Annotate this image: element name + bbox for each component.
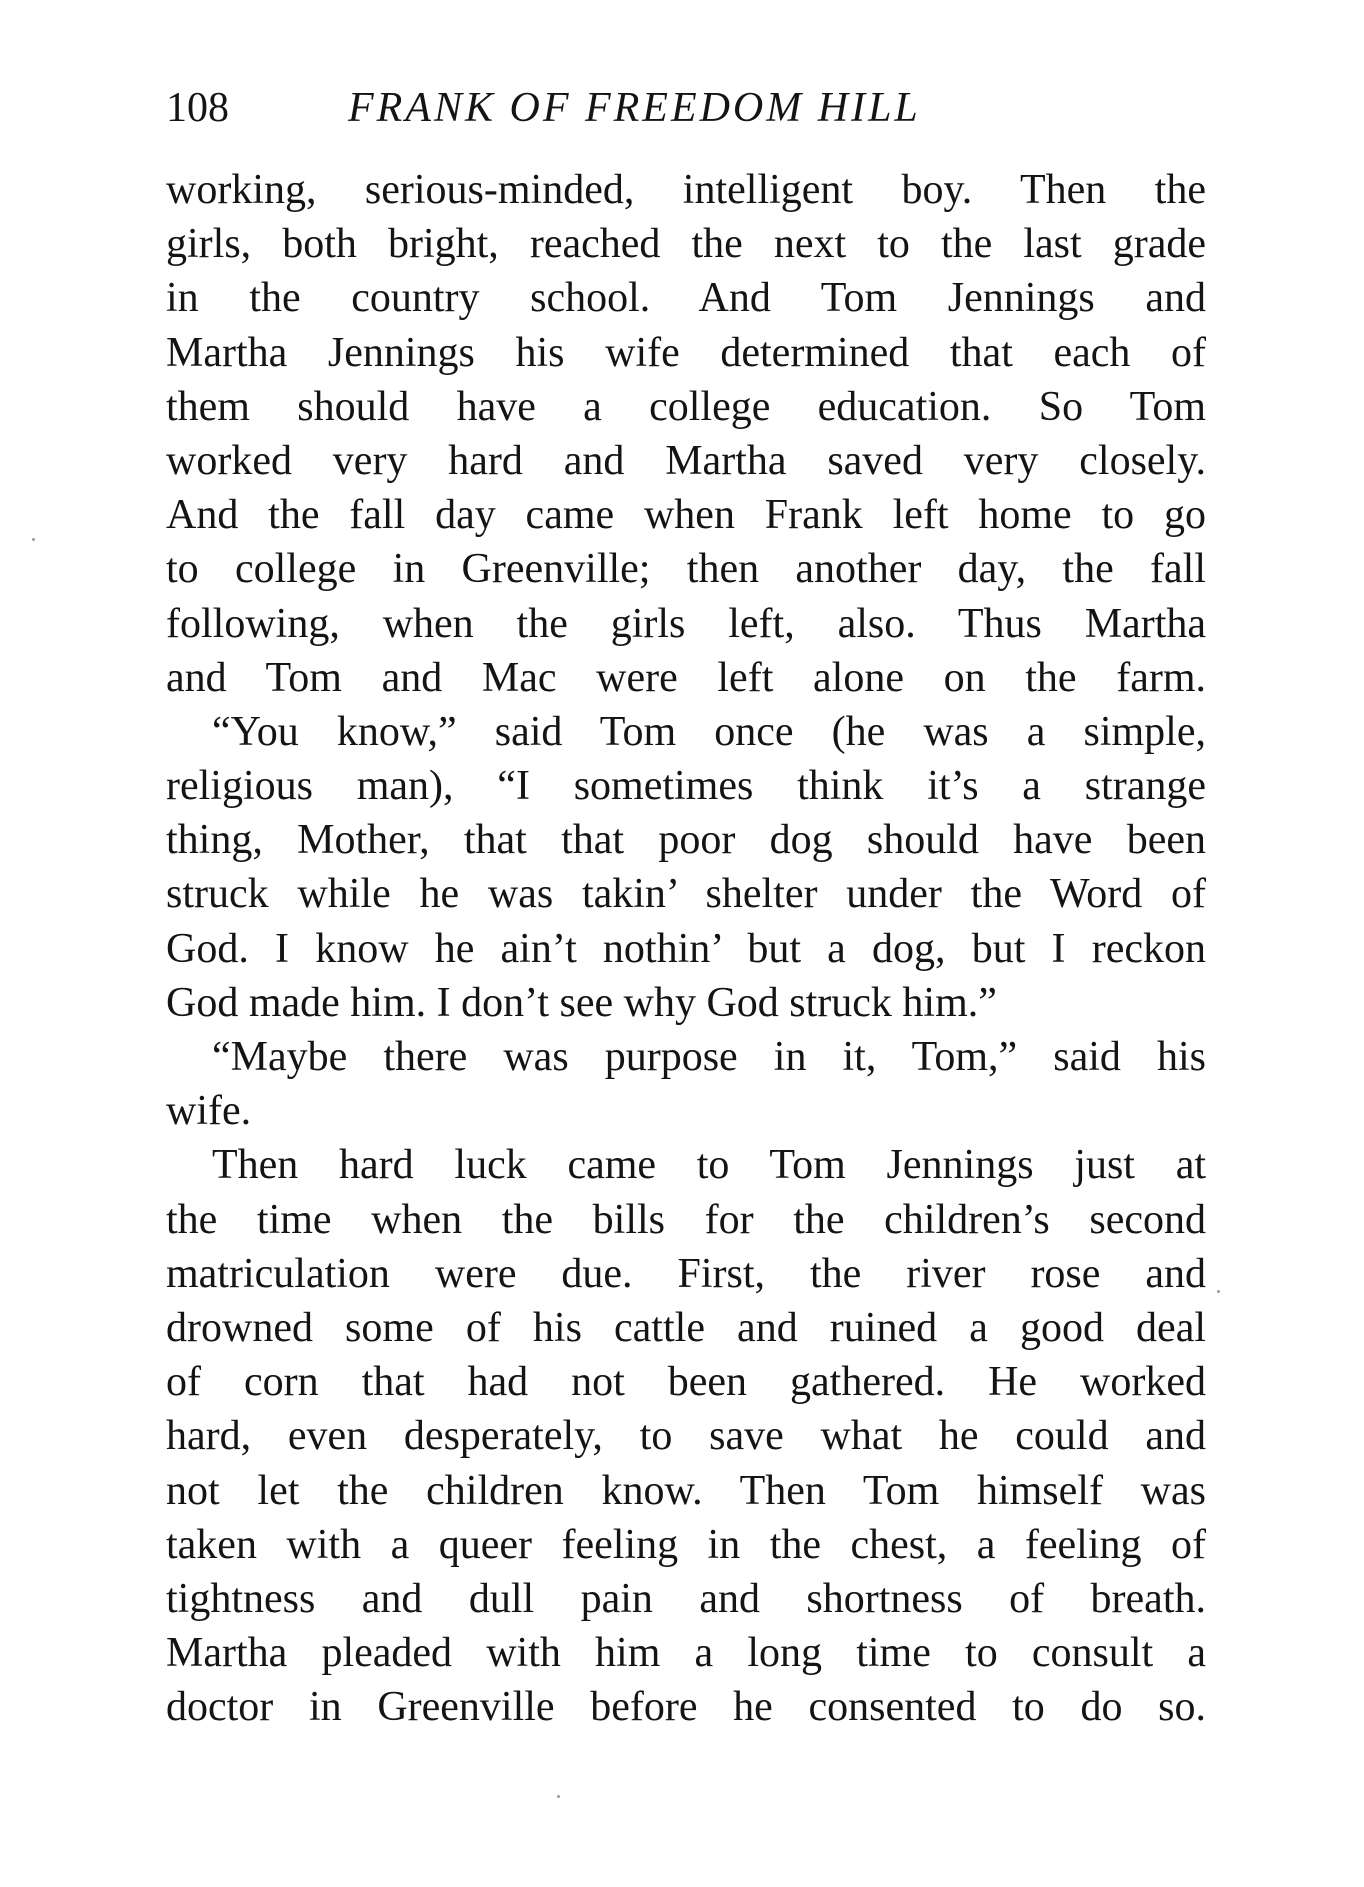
text-line: the time when the bills for the children’s second: [166, 1196, 1206, 1243]
text-line: doctor in Greenville before he consented to do so.: [166, 1684, 1206, 1731]
text-line: Martha Jennings his wife determined that each of: [166, 329, 1206, 376]
text-line: “Maybe there was purpose in it, Tom,” said his: [212, 1034, 1206, 1080]
text-line: “You know,” said Tom once (he was a simple,: [212, 708, 1206, 755]
running-head: [166, 78, 1206, 138]
paper-speck: [1217, 1290, 1220, 1293]
text-line: struck while he was takin’ shelter under the Word of: [166, 871, 1206, 918]
text-line: religious man), “I sometimes think it’s a strange: [166, 763, 1206, 810]
paper-speck: [557, 1795, 560, 1798]
text-line: worked very hard and Martha saved very closely.: [166, 437, 1206, 484]
text-line: God made him. I don’t see why God struck him.”: [166, 979, 997, 1026]
text-line: of corn that had not been gathered. He worked: [166, 1359, 1206, 1406]
text-line: girls, both bright, reached the next to the last grade: [166, 221, 1206, 268]
book-title: FRANK OF FREEDOM HILL: [348, 85, 921, 131]
page-number: 108: [166, 85, 229, 131]
text-line: Martha pleaded with him a long time to consult a: [166, 1630, 1206, 1677]
text-line: And the fall day came when Frank left home to go: [166, 492, 1206, 539]
text-line: matriculation were due. First, the river rose and: [166, 1250, 1206, 1297]
paper-speck: [32, 538, 35, 541]
text-line: taken with a queer feeling in the chest, a feeling of: [166, 1521, 1206, 1568]
text-line: God. I know he ain’t nothin’ but a dog, but I reckon: [166, 925, 1206, 972]
text-line: and Tom and Mac were left alone on the farm.: [166, 654, 1206, 701]
body-text: [166, 163, 1206, 1734]
text-line: wife.: [166, 1088, 252, 1135]
text-line: following, when the girls left, also. Thus Martha: [166, 600, 1206, 647]
text-line: to college in Greenville; then another day, the fall: [166, 546, 1206, 593]
text-line: hard, even desperately, to save what he could and: [166, 1413, 1206, 1460]
text-line: tightness and dull pain and shortness of breath.: [166, 1575, 1206, 1622]
text-line: in the country school. And Tom Jennings and: [166, 275, 1206, 322]
text-line: not let the children know. Then Tom himself was: [166, 1467, 1206, 1514]
text-line: them should have a college education. So Tom: [166, 383, 1206, 430]
text-line: drowned some of his cattle and ruined a good deal: [166, 1304, 1206, 1351]
text-line: thing, Mother, that that poor dog should have been: [166, 817, 1206, 864]
text-line: working, serious-minded, intelligent boy. Then the: [166, 167, 1206, 213]
text-line: Then hard luck came to Tom Jennings just at: [212, 1142, 1206, 1189]
